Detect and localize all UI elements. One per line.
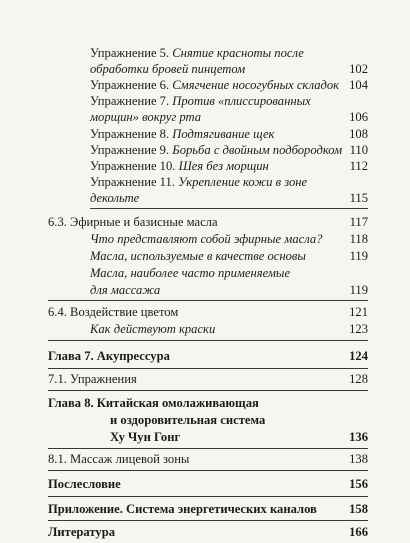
entry-title: Подтягивание щек bbox=[172, 127, 275, 141]
toc-entry-ex10 bbox=[90, 159, 269, 174]
toc-chapter-7: Глава 7. Акупрессура bbox=[48, 349, 170, 363]
entry-title: Снятие красноты после bbox=[172, 46, 304, 60]
page-number: 112 bbox=[349, 159, 368, 173]
toc-section-6-3: 6.3. Эфирные и базисные масла bbox=[48, 215, 218, 229]
page-number: 166 bbox=[349, 525, 368, 539]
entry-title-cont: декольте bbox=[90, 191, 140, 205]
toc-entry-ex5 bbox=[90, 46, 304, 61]
entry-title: Шея без морщин bbox=[178, 159, 269, 173]
toc-afterword: Послесловие bbox=[48, 477, 121, 491]
section-rule bbox=[48, 448, 368, 449]
page-number: 156 bbox=[349, 477, 368, 491]
entry-prefix: Упражнение 6. bbox=[90, 78, 173, 92]
section-rule bbox=[48, 340, 368, 341]
toc-entry-ex11 bbox=[90, 175, 307, 190]
toc-section-7-1: 7.1. Упражнения bbox=[48, 372, 137, 386]
section-rule bbox=[48, 496, 368, 497]
page-number: 138 bbox=[349, 452, 368, 466]
entry-prefix: Упражнение 8. bbox=[90, 127, 173, 141]
entry-title-cont: морщин» вокруг рта bbox=[90, 110, 202, 124]
toc-entry-ex6 bbox=[90, 78, 339, 93]
entry-prefix: Упражнение 7. bbox=[90, 94, 173, 108]
entry-title: Борьба с двойным подбородком bbox=[172, 143, 343, 157]
entry-title: Укрепление кожи в зоне bbox=[178, 175, 308, 189]
page-number: 158 bbox=[349, 502, 368, 516]
entry-title: Смягчение носогубных складок bbox=[172, 78, 340, 92]
page-number: 121 bbox=[349, 305, 368, 319]
page-number: 108 bbox=[349, 127, 368, 141]
page-number: 110 bbox=[349, 143, 368, 157]
section-rule bbox=[48, 300, 368, 301]
toc-subentry: Масла, наиболее часто применяемые bbox=[90, 266, 291, 280]
section-rule bbox=[48, 368, 368, 369]
page-number: 136 bbox=[349, 430, 368, 444]
page-number: 106 bbox=[349, 110, 368, 124]
toc-entry-ex8 bbox=[90, 127, 274, 142]
page-number: 102 bbox=[349, 62, 368, 76]
entry-rule bbox=[90, 208, 368, 209]
page-number: 104 bbox=[349, 78, 368, 92]
page-number: 119 bbox=[349, 249, 368, 263]
entry-title: Против «плиссированных bbox=[172, 94, 311, 108]
section-rule bbox=[48, 520, 368, 521]
page-number: 119 bbox=[349, 283, 368, 297]
toc-entry-ex7 bbox=[90, 94, 311, 109]
toc-chapter-8-cont: Ху Чун Гонг bbox=[110, 430, 181, 444]
toc-section-8-1: 8.1. Массаж лицевой зоны bbox=[48, 452, 190, 466]
page-number: 123 bbox=[349, 322, 368, 336]
entry-prefix: Упражнение 5. bbox=[90, 46, 173, 60]
entry-prefix: Упражнение 11. bbox=[90, 175, 179, 189]
toc-subentry: Масла, используемые в качестве основы bbox=[90, 249, 306, 263]
toc-subentry: Что представляют собой эфирные масла? bbox=[90, 232, 323, 246]
toc-chapter-8: Глава 8. Китайская омолаживающая bbox=[48, 396, 259, 410]
page-number: 118 bbox=[349, 232, 368, 246]
entry-prefix: Упражнение 9. bbox=[90, 143, 173, 157]
entry-prefix: Упражнение 10. bbox=[90, 159, 179, 173]
page-number: 128 bbox=[349, 372, 368, 386]
toc-appendix: Приложение. Система энергетических каналов bbox=[48, 502, 317, 516]
page-number: 117 bbox=[349, 215, 368, 229]
toc-subentry: Как действуют краски bbox=[90, 322, 216, 336]
section-rule bbox=[48, 470, 368, 471]
entry-title-cont: обработки бровей пинцетом bbox=[90, 62, 246, 76]
toc-chapter-8-cont: и оздоровительная система bbox=[110, 413, 266, 427]
section-rule bbox=[48, 390, 368, 391]
toc-section-6-4: 6.4. Воздействие цветом bbox=[48, 305, 179, 319]
page-number: 124 bbox=[349, 349, 368, 363]
page-number: 115 bbox=[349, 191, 368, 205]
toc-literature: Литература bbox=[48, 525, 116, 539]
toc-subentry-cont: для массажа bbox=[90, 283, 161, 297]
toc-entry-ex9 bbox=[90, 143, 342, 158]
